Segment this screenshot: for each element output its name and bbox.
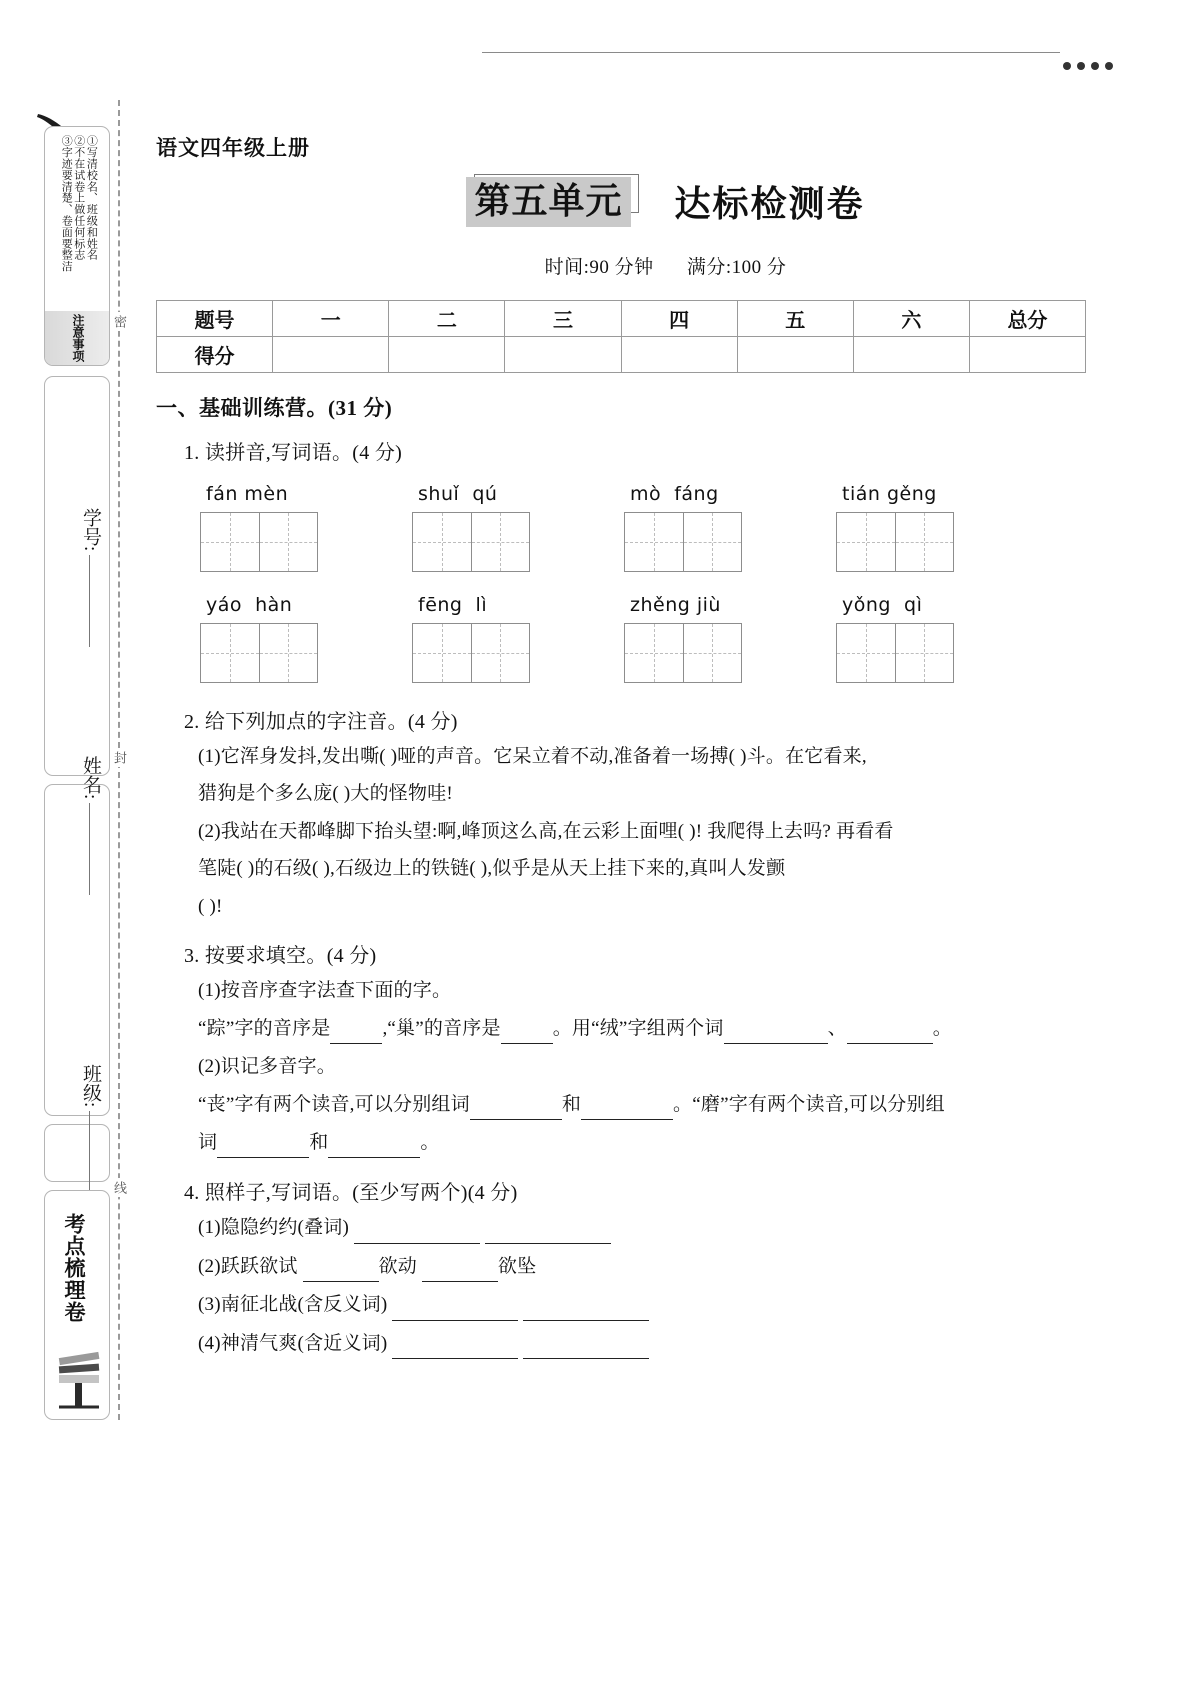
pinyin-label: shuǐ qú bbox=[418, 483, 498, 505]
score-cell-4[interactable] bbox=[621, 337, 737, 373]
question-1-head: 1. 读拼音,写词语。(4 分) bbox=[184, 442, 403, 464]
series-logo-box bbox=[44, 1190, 110, 1420]
q3-text-3c: 。 bbox=[420, 1131, 440, 1153]
pinyin-label: fēng lì bbox=[418, 594, 488, 616]
q3-text-2a: “丧”字有两个读音,可以分别组词 bbox=[198, 1093, 470, 1115]
question-4-item-1 bbox=[198, 1213, 1116, 1243]
q3-text-a: “踪”字的音序是 bbox=[198, 1017, 331, 1039]
question-4-head: 4. 照样子,写词语。(至少写两个)(4 分) bbox=[184, 1182, 518, 1205]
q4-tail-2: 欲坠 bbox=[497, 1255, 537, 1277]
tianzige-answer-box[interactable] bbox=[836, 623, 954, 683]
score-table-row-label-2: 得分 bbox=[157, 337, 273, 373]
tianzige-answer-box[interactable] bbox=[624, 623, 742, 683]
q4-blank-3b[interactable] bbox=[523, 1290, 649, 1320]
q4-blank-1b[interactable] bbox=[485, 1213, 611, 1243]
q4-blank-2a[interactable] bbox=[303, 1252, 379, 1282]
q4-prompt-1: (1)隐隐约约(叠词) bbox=[198, 1217, 350, 1239]
q3-text-3b: 和 bbox=[309, 1131, 329, 1153]
pinyin-label: zhěng jiù bbox=[630, 594, 721, 616]
q3-text-c: 。用“绒”字组两个词 bbox=[552, 1017, 724, 1039]
question-3-sub-1: (1)按音序查字法查下面的字。 bbox=[198, 980, 452, 1002]
tianzige-answer-box[interactable] bbox=[200, 512, 318, 572]
q3-blank-8[interactable] bbox=[328, 1128, 420, 1158]
notice-item-2: ②不在试卷上做任何标志 bbox=[72, 135, 85, 261]
score-table-value-row bbox=[157, 337, 1086, 373]
score-col-3: 三 bbox=[505, 301, 621, 337]
pinyin-cell bbox=[624, 483, 836, 572]
student-name-label-group bbox=[50, 756, 104, 895]
unit-chip-label: 第五单元 bbox=[466, 177, 630, 227]
pinyin-cell bbox=[200, 483, 412, 572]
score-col-total: 总分 bbox=[969, 301, 1085, 337]
book-stack-icon bbox=[53, 1337, 105, 1409]
student-name-input[interactable] bbox=[89, 803, 92, 895]
question-4-item-3 bbox=[198, 1290, 1116, 1320]
exam-title-row bbox=[140, 176, 1191, 227]
question-3-head: 3. 按要求填空。(4 分) bbox=[184, 945, 377, 968]
score-cell-3[interactable] bbox=[505, 337, 621, 373]
exam-sheet bbox=[140, 0, 1191, 1684]
q3-blank-6[interactable] bbox=[581, 1090, 673, 1120]
question-3-line-1 bbox=[198, 1014, 1116, 1044]
student-name-label: 姓名: bbox=[80, 756, 101, 800]
notice-title-band bbox=[45, 311, 110, 365]
score-table bbox=[156, 300, 1086, 373]
q4-blank-3a[interactable] bbox=[392, 1290, 518, 1320]
q3-text-2c: 。“磨”字有两个读音,可以分别组 bbox=[673, 1093, 945, 1115]
q4-blank-4a[interactable] bbox=[392, 1329, 518, 1359]
pinyin-label: mò fáng bbox=[630, 483, 719, 505]
pinyin-label: yǒng qì bbox=[842, 594, 923, 616]
score-col-2: 二 bbox=[389, 301, 505, 337]
score-cell-5[interactable] bbox=[737, 337, 853, 373]
question-2-line-2: 猎狗是个多么庞( )大的怪物哇! bbox=[198, 783, 453, 805]
notice-box bbox=[44, 126, 110, 366]
pinyin-cell bbox=[412, 594, 624, 683]
tianzige-answer-box[interactable] bbox=[624, 512, 742, 572]
notice-item-1: ①写清校名、班级和姓名 bbox=[85, 135, 98, 261]
q4-prompt-2: (2)跃跃欲试 bbox=[198, 1255, 298, 1277]
seal-label-feng: 封 bbox=[110, 748, 129, 767]
q4-blank-2b[interactable] bbox=[422, 1252, 498, 1282]
q3-blank-2[interactable] bbox=[501, 1014, 553, 1044]
question-2-line-4: 笔陡( )的石级( ),石级边上的铁链( ),似乎是从天上挂下来的,真叫人发颤 bbox=[198, 858, 786, 880]
pinyin-cell bbox=[200, 594, 412, 683]
question-2-line-1: (1)它浑身发抖,发出嘶( )哑的声音。它呆立着不动,准备着一场搏( )斗。在它看来, bbox=[198, 746, 867, 767]
exam-total-score: 满分:100 分 bbox=[686, 257, 787, 278]
question-2-head: 2. 给下列加点的字注音。(4 分) bbox=[184, 711, 458, 733]
q4-blank-4b[interactable] bbox=[523, 1329, 649, 1359]
unit-chip bbox=[466, 182, 630, 222]
q4-prompt-4: (4)神清气爽(含近义词) bbox=[198, 1332, 388, 1354]
score-col-6: 六 bbox=[853, 301, 969, 337]
score-col-5: 五 bbox=[737, 301, 853, 337]
q4-blank-1a[interactable] bbox=[354, 1213, 480, 1243]
pinyin-cell bbox=[624, 594, 836, 683]
q4-prompt-3: (3)南征北战(含反义词) bbox=[198, 1294, 388, 1316]
q3-text-3a: 词 bbox=[198, 1131, 218, 1153]
question-4-item-4 bbox=[198, 1329, 1116, 1359]
notice-item-3: ③字迹要清楚、卷面要整洁 bbox=[60, 135, 73, 272]
pinyin-cell bbox=[836, 483, 1048, 572]
question-3-line-3 bbox=[198, 1128, 1116, 1158]
section-heading-1: 一、基础训练营。(31 分) bbox=[156, 396, 393, 420]
question-4-item-2 bbox=[198, 1252, 1116, 1282]
score-cell-1[interactable] bbox=[273, 337, 389, 373]
notice-item-list bbox=[45, 135, 110, 317]
question-3-sub-2: (2)识记多音字。 bbox=[198, 1056, 336, 1078]
q3-text-e: 。 bbox=[932, 1017, 952, 1039]
seal-label-xian: 线 bbox=[110, 1178, 129, 1197]
q3-blank-5[interactable] bbox=[470, 1090, 562, 1120]
score-cell-6[interactable] bbox=[853, 337, 969, 373]
q3-blank-1[interactable] bbox=[330, 1014, 382, 1044]
q3-blank-4[interactable] bbox=[847, 1014, 933, 1044]
tianzige-answer-box[interactable] bbox=[836, 512, 954, 572]
score-cell-2[interactable] bbox=[389, 337, 505, 373]
score-cell-total[interactable] bbox=[969, 337, 1085, 373]
question-2-line-3: (2)我站在天都峰脚下抬头望:啊,峰顶这么高,在云彩上面哩( )! 我爬得上去吗? 再看看 bbox=[198, 820, 894, 842]
pinyin-label: yáo hàn bbox=[206, 594, 293, 616]
question-2-line-5: ( )! bbox=[198, 895, 223, 917]
pinyin-row-1 bbox=[200, 483, 1116, 572]
title-decor-dots bbox=[1063, 62, 1113, 70]
q4-mid-2: 欲动 bbox=[378, 1255, 417, 1277]
series-logo-label: 考点梳理卷 bbox=[62, 1213, 86, 1323]
score-col-1: 一 bbox=[273, 301, 389, 337]
pinyin-label: tián gěng bbox=[842, 483, 937, 505]
page-title: 达标检测卷 bbox=[674, 184, 865, 224]
student-id-input[interactable] bbox=[89, 555, 92, 647]
question-3-line-2 bbox=[198, 1090, 1116, 1120]
exam-body bbox=[156, 392, 1116, 1367]
pinyin-row-2 bbox=[200, 594, 1116, 683]
q3-blank-3[interactable] bbox=[724, 1014, 828, 1044]
score-table-header-row bbox=[157, 301, 1086, 337]
student-id-label: 学号: bbox=[80, 508, 101, 552]
class-label-group bbox=[50, 1064, 104, 1203]
score-col-4: 四 bbox=[621, 301, 737, 337]
tianzige-answer-box[interactable] bbox=[200, 623, 318, 683]
q3-text-2b: 和 bbox=[561, 1093, 582, 1115]
grade-subject-label: 语文四年级上册 bbox=[156, 136, 310, 160]
score-table-row-label-1: 题号 bbox=[157, 301, 273, 337]
binding-margin-strip bbox=[0, 0, 140, 1684]
student-id-label-group bbox=[50, 508, 104, 647]
q3-text-d: 、 bbox=[827, 1017, 847, 1039]
exam-duration: 时间:90 分钟 bbox=[544, 257, 654, 278]
notice-title: 注意事项 bbox=[71, 314, 85, 362]
tianzige-answer-box[interactable] bbox=[412, 512, 530, 572]
class-label: 班级: bbox=[80, 1064, 101, 1108]
pinyin-label: fán mèn bbox=[206, 483, 289, 505]
pinyin-cell bbox=[836, 594, 1048, 683]
pinyin-cell bbox=[412, 483, 624, 572]
q3-blank-7[interactable] bbox=[217, 1128, 309, 1158]
q3-text-b: ,“巢”的音序是 bbox=[382, 1017, 501, 1039]
exam-meta-line bbox=[140, 252, 1191, 279]
question-1-pinyin-block bbox=[156, 483, 1116, 683]
seal-label-mi: 密 bbox=[110, 312, 129, 331]
tianzige-answer-box[interactable] bbox=[412, 623, 530, 683]
title-underline-rule bbox=[482, 52, 1060, 53]
